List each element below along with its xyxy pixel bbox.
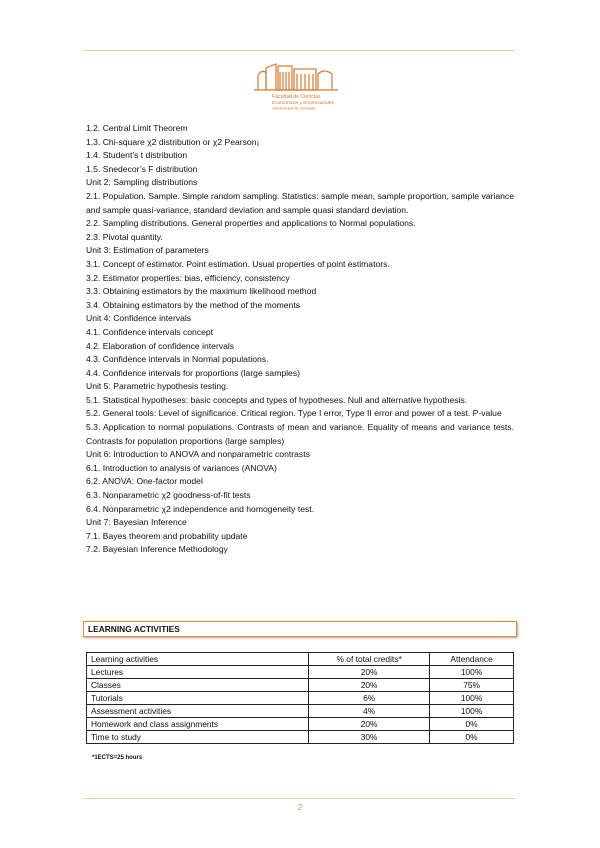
syllabus-line: 5.3. Application to normal populations. Contrasts of mean and variance. Equality of means and variance tests. Contrasts for population proportions (large samples) xyxy=(86,422,514,446)
syllabus-line: 3.2. Estimator properties: bias, efficiency, consistency xyxy=(86,272,290,283)
table-cell: 20% xyxy=(309,679,430,692)
syllabus-line: 1.4. Student’s t distribution xyxy=(86,150,188,161)
syllabus-line: 4.4. Confidence intervals for proportions (large samples) xyxy=(86,367,300,378)
table-cell: 100% xyxy=(430,666,514,679)
logo-line-1: Facultad de Ciencias xyxy=(272,94,321,100)
unit-heading: Unit 7: Bayesian Inference xyxy=(86,517,187,528)
syllabus-line: 7.1. Bayes theorem and probability update xyxy=(86,530,248,541)
footer-rule xyxy=(83,798,515,799)
syllabus-line: 3.4. Obtaining estimators by the method of the moments xyxy=(86,299,301,310)
table-cell: Classes xyxy=(87,679,309,692)
syllabus-line: 3.3. Obtaining estimators by the maximum likelihood method xyxy=(86,286,317,297)
table-row xyxy=(87,679,514,692)
table-cell: 0% xyxy=(430,718,514,731)
syllabus-line: 4.3. Confidence intervals in Normal populations. xyxy=(86,354,269,365)
table-cell: 0% xyxy=(430,731,514,744)
table-cell: 20% xyxy=(309,666,430,679)
column-header: Attendance xyxy=(430,653,514,666)
table-header-row xyxy=(87,653,514,666)
table-cell: 75% xyxy=(430,679,514,692)
table-cell: 30% xyxy=(309,731,430,744)
table-row xyxy=(87,705,514,718)
table-cell: Lectures xyxy=(87,666,309,679)
table-cell: Tutorials xyxy=(87,692,309,705)
table-row xyxy=(87,666,514,679)
table-cell: 100% xyxy=(430,705,514,718)
syllabus-line: 6.1. Introduction to analysis of variances (ANOVA) xyxy=(86,462,277,473)
table-footnote: *1ECTS=25 hours xyxy=(92,755,143,761)
syllabus-line: 2.3. Pivotal quantity. xyxy=(86,231,163,242)
unit-heading: Unit 3: Estimation of parameters xyxy=(86,245,209,256)
syllabus-line: 4.1. Confidence intervals concept xyxy=(86,326,214,337)
syllabus-content xyxy=(86,122,514,557)
unit-heading: Unit 6: Introduction to ANOVA and nonparametric contrasts xyxy=(86,449,310,460)
syllabus-line: 2.2. Sampling distributions. General properties and applications to Normal populations. xyxy=(86,218,416,229)
faculty-logo xyxy=(252,60,342,112)
column-header: Learning activities xyxy=(87,653,309,666)
syllabus-line: 2.1. Population. Sample. Simple random sampling. Statistics: sample mean, sample proportion, sample variance and sample quasi-variance, standard deviation and sample quasi standard deviation. xyxy=(86,190,514,215)
table-cell: Homework and class assignments xyxy=(87,718,309,731)
table-cell: 6% xyxy=(309,692,430,705)
syllabus-line: 3.1. Concept of estimator. Point estimation. Usual properties of point estimators. xyxy=(86,258,390,269)
table-cell: Assessment activities xyxy=(87,705,309,718)
unit-heading: Unit 5: Parametric hypothesis testing. xyxy=(86,381,229,392)
unit-heading: Unit 4: Confidence intervals xyxy=(86,313,192,324)
syllabus-line: 4.2. Elaboration of confidence intervals xyxy=(86,340,235,351)
table-row xyxy=(87,731,514,744)
syllabus-line: 5.2. General tools: Level of significance. Critical region. Type I error, Type II error and power of a test. P-value xyxy=(86,408,502,419)
unit-heading: Unit 2: Sampling distributions xyxy=(86,177,198,188)
learning-activities-table xyxy=(86,652,514,744)
logo-line-3: Universidad de Granada xyxy=(272,105,316,111)
table-cell: Time to study xyxy=(87,731,309,744)
table-cell: 4% xyxy=(309,705,430,718)
syllabus-line: 6.3. Nonparametric χ2 goodness-of-fit tests xyxy=(86,490,251,501)
page-number: 2 xyxy=(297,803,303,812)
table-cell: 100% xyxy=(430,692,514,705)
table-row xyxy=(87,692,514,705)
logo-line-2: Económicas y Empresariales xyxy=(272,101,334,106)
header-rule xyxy=(83,50,515,51)
syllabus-line: 6.2. ANOVA: One-factor model xyxy=(86,476,203,487)
syllabus-line: 7.2. Bayesian Inference Methodology xyxy=(86,544,228,555)
syllabus-line: 1.3. Chi-square χ2 distribution or χ2 Pearson¡ xyxy=(86,136,260,147)
syllabus-line: 1.5. Snedecor’s F distribution xyxy=(86,163,198,174)
table-row xyxy=(87,718,514,731)
table-cell: 20% xyxy=(309,718,430,731)
section-title: LEARNING ACTIVITIES xyxy=(88,624,180,634)
syllabus-line: 1.2. Central Limit Theorem xyxy=(86,123,188,133)
column-header: % of total credits* xyxy=(309,653,430,666)
syllabus-line: 5.1. Statistical hypotheses: basic concepts and types of hypotheses. Null and alternative hypothesis. xyxy=(86,394,468,405)
syllabus-line: 6.4. Nonparametric χ2 independence and homogeneity test. xyxy=(86,503,315,514)
learning-activities-heading-box xyxy=(83,621,517,637)
